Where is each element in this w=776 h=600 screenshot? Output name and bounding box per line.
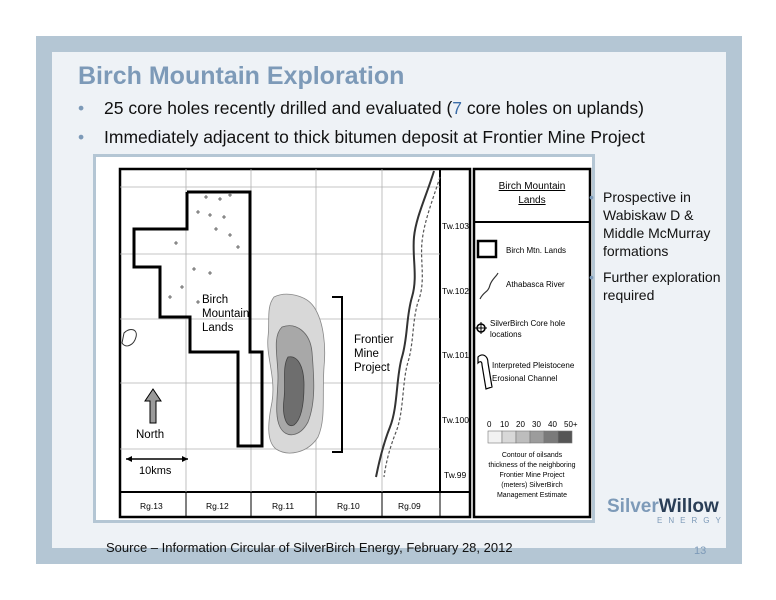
legend-title-line1: Birch Mountain [498, 181, 566, 192]
scale-tick-label: 40 [548, 420, 557, 429]
scale-tick-label: 50+ [564, 420, 578, 429]
bullet-text: core holes on uplands) [462, 98, 644, 118]
frontier-label-line3: Project [354, 362, 390, 374]
scale-tick-label: 30 [532, 420, 541, 429]
bullet-dot: • [78, 127, 85, 147]
birch-label-line1: Birch [202, 294, 229, 306]
range-label: Rg.13 [140, 501, 163, 511]
north-label: North [136, 429, 165, 441]
contour-scale [487, 420, 578, 443]
source-citation: Source – Information Circular of SilverBirch Energy, February 28, 2012 [106, 540, 513, 555]
logo-word-silver: Silver [607, 496, 659, 517]
scale-label: 10kms [139, 465, 172, 477]
logo-word-willow: Willow [658, 496, 719, 517]
side-bullet-text: Further exploration required [603, 269, 721, 303]
birch-label-line2: Mountain [202, 308, 250, 320]
township-label: Tw.101 [442, 350, 469, 360]
bullet-text: Immediately adjacent to thick bitumen deposit at Frontier Mine Project [104, 127, 645, 147]
range-label: Rg.11 [272, 501, 295, 511]
side-bullet-text: Prospective in Wabiskaw D & Middle McMurray formations [603, 189, 711, 259]
legend-channel-label-line2: Erosional Channel [492, 374, 558, 383]
legend-channel-label-line1: Interpreted Pleistocene [492, 361, 575, 370]
side-bullets [587, 188, 727, 312]
frontier-contours [268, 294, 325, 453]
range-label: Rg.12 [206, 501, 229, 511]
bullet-dot: • [78, 98, 85, 118]
scale-caption-line: (meters) SilverBirch [501, 482, 563, 489]
scale-tick-label: 20 [516, 420, 525, 429]
side-bullet-exploration [587, 268, 727, 304]
bullet-text: 25 core holes recently drilled and evaluated ( [104, 98, 453, 118]
logo-subtitle: ENERGY [657, 516, 727, 525]
map [96, 157, 592, 520]
scale-caption-line: Frontier Mine Project [499, 472, 565, 479]
side-bullet-prospective [587, 188, 727, 260]
bullet-dot: • [589, 189, 594, 205]
logo-wordmark [607, 496, 727, 518]
scale-caption-line: thickness of the neighboring [488, 462, 576, 469]
bullet-highlight: 7 [452, 98, 462, 118]
silverwillow-logo [607, 496, 727, 525]
legend-core-hole-label-line2: locations [490, 330, 522, 339]
scale-tick-label: 10 [500, 420, 509, 429]
legend-lands-label: Birch Mtn. Lands [506, 246, 567, 255]
township-label: Tw.103 [442, 221, 469, 231]
township-label: Tw.100 [442, 415, 469, 425]
frontier-label-line1: Frontier [354, 334, 394, 346]
range-label: Rg.10 [337, 501, 360, 511]
legend-title-line2: Lands [518, 195, 546, 206]
birch-label-line3: Lands [202, 322, 234, 334]
slide-title: Birch Mountain Exploration [78, 62, 405, 90]
township-label: Tw.102 [442, 286, 469, 296]
map-frame [93, 154, 595, 523]
page-number: 13 [694, 545, 707, 557]
legend-river-label: Athabasca River [506, 280, 565, 289]
range-label: Rg.09 [398, 501, 421, 511]
township-label: Tw.99 [444, 470, 467, 480]
legend-core-hole-label-line1: SilverBirch Core hole [490, 319, 566, 328]
scale-caption-line: Management Estimate [496, 492, 568, 499]
scale-tick-label: 0 [487, 420, 492, 429]
frontier-label-line2: Mine [354, 348, 379, 360]
bullet-core-holes [78, 98, 644, 119]
bullet-adjacent [78, 127, 645, 148]
bullet-dot: • [589, 269, 594, 285]
scale-caption-line: Contour of oilsands [501, 452, 563, 459]
